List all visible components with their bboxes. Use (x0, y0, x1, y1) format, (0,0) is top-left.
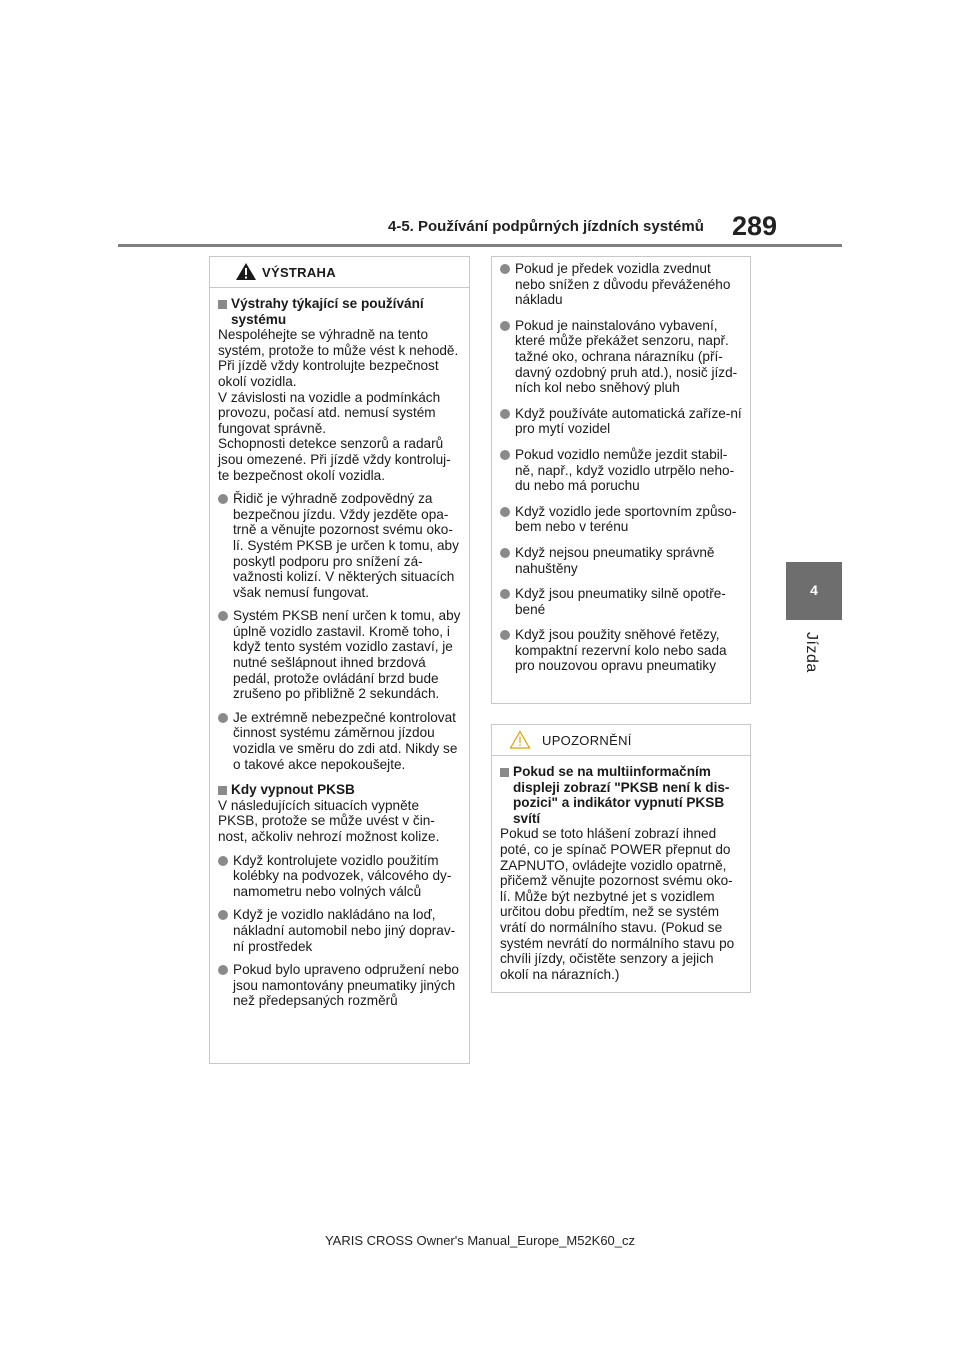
bullet-dot-icon (218, 494, 228, 504)
warning-paragraph: V následujících situacích vypněte PKSB, protože se může uvést v čin-nost, ačkoliv nehrozí možnost kolize. (218, 797, 440, 844)
header-rule (118, 244, 842, 247)
footer-text: YARIS CROSS Owner's Manual_Europe_M52K60_cz (324, 1233, 636, 1248)
list-item: Když jsou použity sněhové řetězy, kompaktní rezervní kolo nebo sada pro nouzovou opravu pneumatiky (500, 627, 742, 674)
warning-continued-box (491, 256, 751, 704)
section-title: 4-5. Používání podpůrných jízdních systémů (388, 218, 704, 235)
bullet-dot-icon (218, 965, 228, 975)
list-item: Pokud je předek vozidla zvednut nebo snížen z důvodu převáženého nákladu (500, 261, 742, 308)
chapter-number: 4 (810, 582, 818, 598)
square-bullet-icon (218, 300, 227, 309)
list-item: Když je vozidlo nakládáno na loď, nákladní automobil nebo jiný doprav-ní prostředek (218, 907, 461, 954)
warning-section-title: Kdy vypnout PKSB (218, 782, 461, 798)
list-item: Pokud bylo upraveno odpružení nebo jsou namontovány pneumatiky jiných než předepsaných rozměrů (218, 962, 461, 1009)
bullet-dot-icon (218, 910, 228, 920)
list-item: Když používáte automatická zaříze-ní pro mytí vozidel (500, 406, 742, 437)
warning-section-title: Výstrahy týkající se používání systému (218, 296, 461, 327)
notice-title: Pokud se na multiinformačním displeji zobrazí "PKSB není k dis-pozici" a indikátor vypnutí PKSB svítí (500, 764, 742, 826)
bullet-dot-icon (218, 611, 228, 621)
warning-paragraph: Schopnosti detekce senzorů a radarů jsou omezené. Při jízdě vždy kontroluj-te bezpečnost okolí vozidla. (218, 436, 451, 483)
caution-triangle-icon (509, 730, 531, 749)
notice-heading: UPOZORNĚNÍ (542, 733, 632, 748)
bullet-dot-icon (500, 450, 510, 460)
warning-header (210, 257, 469, 288)
list-item: Systém PKSB není určen k tomu, aby úplně vozidlo zastavil. Kromě toho, i když tento systém vozidlo zastaví, je nutné sešlápnout ihned brzdová pedál, protože ovládání brzd bude zrušeno po přibližně 2 sekundách. (218, 608, 461, 702)
list-item: Pokud je nainstalováno vybavení, které může překážet senzoru, např. tažné oko, ochrana nárazníku (pří-davný ozdobný pruh atd.), nosič jízd-ních kol nebo sněhový pluh (500, 318, 742, 396)
chapter-tab (786, 562, 842, 620)
notice-paragraph: Pokud se toto hlášení zobrazí ihned poté, co je spínač POWER přepnut do ZAPNUTO, ovládejte vozidlo opatrně, přičemž věnujte pozornost svému oko-lí. Může být nezbytné jet s vozidlem určitou dobu předtím, než se systém vrátí do normálního stavu. (Pokud se systém nevrátí do normálního stavu po chvíli jízdy, očistěte senzory a jejich okolí na nárazních.) (500, 826, 735, 982)
notice-box (491, 724, 751, 993)
list-item: Když nejsou pneumatiky správně nahuštěny (500, 545, 742, 576)
warning-paragraph: Nespoléhejte se výhradně na tento systém, protože to může vést k nehodě. Při jízdě vždy kontrolujte bezpečnost okolí vozidla. (218, 327, 459, 389)
list-item: Když kontrolujete vozidlo použitím kolébky na podvozek, válcového dy-namometru nebo volných válců (218, 853, 461, 900)
bullet-dot-icon (500, 264, 510, 274)
bullet-dot-icon (500, 321, 510, 331)
bullet-dot-icon (500, 589, 510, 599)
bullet-dot-icon (500, 409, 510, 419)
list-item: Pokud vozidlo nemůže jezdit stabil-ně, např., když vozidlo utrpělo neho-du nebo má poruchu (500, 447, 742, 494)
warning-box (209, 256, 470, 1064)
bullet-dot-icon (500, 630, 510, 640)
list-item: Když vozidlo jede sportovním způso-bem nebo v terénu (500, 504, 742, 535)
bullet-dot-icon (500, 507, 510, 517)
warning-triangle-icon (235, 262, 257, 281)
chapter-label: Jízda (803, 632, 820, 673)
bullet-dot-icon (500, 548, 510, 558)
bullet-dot-icon (218, 856, 228, 866)
square-bullet-icon (218, 786, 227, 795)
notice-header (492, 725, 750, 756)
square-bullet-icon (500, 768, 509, 777)
list-item: Když jsou pneumatiky silně opotře-bené (500, 586, 742, 617)
list-item: Řidič je výhradně zodpovědný za bezpečnou jízdu. Vždy jezděte opa-trně a věnujte pozornost svému oko-lí. Systém PKSB je určen k tomu, aby poskytl podporu pro snížení zá-važnosti kolizí. V některých situacích však nemusí fungovat. (218, 491, 461, 600)
warning-heading: VÝSTRAHA (262, 265, 336, 280)
bullet-dot-icon (218, 713, 228, 723)
page-number: 289 (732, 211, 778, 241)
warning-paragraph: V závislosti na vozidle a podmínkách provozu, počasí atd. nemusí systém fungovat správně. (218, 389, 441, 436)
list-item: Je extrémně nebezpečné kontrolovat činnost systému záměrnou jízdou vozidla ve směru do zdi atd. Nikdy se o takové akce nepokoušejte. (218, 710, 461, 772)
